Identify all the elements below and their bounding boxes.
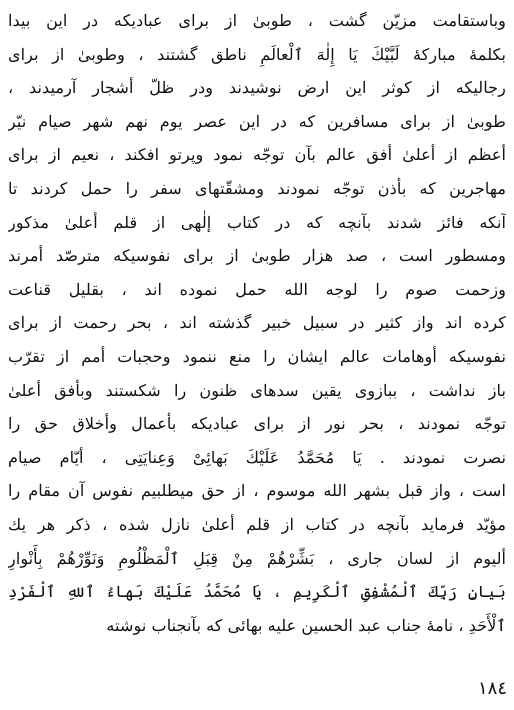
text-line: توجّه نمودند ، بحر نور از براى عباديكه بأعمال وأخلاق حق را: [8, 414, 506, 434]
text-line: طوبىٰ از براى مسافرين كه در اين عصر يوم نهم شهر صيام نيّر: [8, 111, 506, 131]
text-line: بكلمهٔ مباركهٔ لَبَّيْكَ يَا إِلٰهَ ٱلْعالَمِ ناطق گشتند ، وطوبىٰ از براى: [8, 44, 506, 64]
text-line: مهاجرين كه بأذن توجّه نمودند ومشقّتهاى سفر را حمل كردند تا: [8, 178, 506, 198]
text-line: كرده اند واز كثير در سبيل خبير گذشته اند ، بحر رحمت از براى: [8, 313, 506, 333]
body-text: [8, 4, 506, 642]
text-line: مؤيّد فرمايد بآنچه در كتاب از قلم أعلىٰ نازل شده ، ذكر هر يك: [8, 514, 506, 534]
text-line: آنكه فائز شدند بآنچه كه در كتاب إلٰهى از قلم أعلىٰ مذكور: [8, 212, 506, 232]
text-line: وباستقامت مزيّن گشت ، طوبىٰ از براى عباديكه در اين بيدا: [8, 11, 506, 30]
text-line: نصرت نمودند . يَا مُحَمَّدُ عَلَيْكَ بَهائِىْ وَعِنايَتِى ، أيّام صيام: [8, 447, 506, 467]
text-line: نفوسيكه أوهامات عالم ايشان را منع ننمود وحجبات أمم از تقرّب: [8, 346, 506, 366]
text-line: بَيانِ رَبِّكَ ٱلْمُشْفِقِ ٱلْكَرِيمِ ، يَا مُحَمَّدُ عَلَيْكَ بَهاءُ ٱللهِ ٱلْفَرْدِ: [8, 582, 506, 602]
text-line: ومسطور است ، صد هزار طوبىٰ از براى نفوسيكه مترصّد أمرند: [8, 246, 506, 266]
text-line: أعظم از أعلىٰ أفق عالم بآن توجّه نمود وپرتو افكند ، نعيم از براى: [8, 145, 506, 165]
text-line: أليوم از لسان جارى ، بَشِّرْهُمْ مِنْ قِبَلِ ٱلْمَظْلُومِ وَنَوِّرْهُمْ بِأَنْوارِ: [8, 548, 506, 568]
text-line: است ، واز قبل بشهر الله موسوم ، از حق ميطلبيم نفوس آن مقام را: [8, 481, 506, 501]
text-line: باز نداشت ، ببازوى يقين سدهاى ظنون را شكستند وبأفق أعلىٰ: [8, 380, 506, 400]
text-line: ٱلْأَحَدِ ، نامهٔ جناب عبد الحسين عليه بهائى كه بآنجناب نوشته: [106, 615, 506, 635]
text-line: وزحمت صوم را لوجه الله حمل نموده اند ، بقليل قناعت: [8, 279, 506, 299]
text-line: رجاليكه از كوثر اين ارض نوشيدند ودر ظلّ أشجار آرميدند ،: [8, 78, 506, 98]
page-number: ١٨٤: [478, 678, 508, 699]
